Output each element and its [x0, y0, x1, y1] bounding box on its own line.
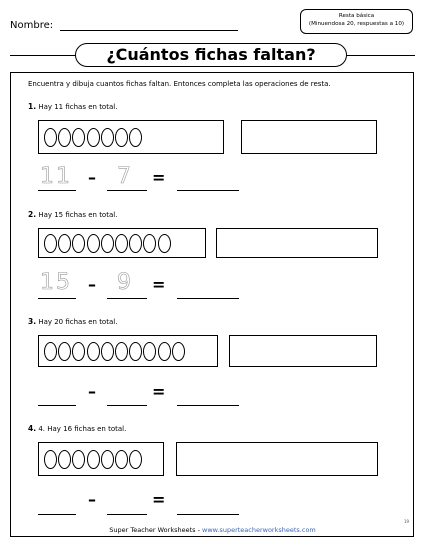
problem-4-prompt [28, 424, 126, 433]
traced-subtrahend-1: 7 [117, 164, 133, 189]
instructions: Encuentra y dibuja cuantos fichas faltan. Entonces completa las operaciones de resta. [28, 80, 331, 88]
equals-sign: = [152, 168, 166, 187]
chip-circle [44, 342, 57, 361]
answer-box-1[interactable] [241, 120, 377, 154]
problem-1-prompt [28, 102, 117, 111]
chip-circle [87, 342, 100, 361]
chip-box-3 [38, 335, 218, 367]
chip-circle [101, 128, 114, 147]
chip-circle [115, 450, 128, 469]
traced-minuend-1: 11 [40, 164, 72, 189]
chip-circle [72, 450, 85, 469]
chip-circle [158, 234, 171, 253]
topic-title: Resta básica [338, 13, 375, 19]
topic-subtitle: (Minuendosa 20, respuestas a 10) [308, 20, 405, 27]
problem-text: 4. Hay 16 fichas en total. [38, 425, 127, 433]
subtrahend-blank-4[interactable] [107, 514, 147, 515]
problem-3-prompt [28, 317, 117, 326]
chip-circle [44, 234, 57, 253]
problem-text: Hay 20 fichas en total. [38, 318, 118, 326]
page-title: ¿Cuántos fichas faltan? [75, 43, 347, 67]
answer-box-3[interactable] [229, 335, 377, 367]
problem-text: Hay 15 fichas en total. [38, 211, 118, 219]
chip-circle [44, 128, 57, 147]
chip-box-2 [38, 228, 206, 258]
name-label: Nombre: [10, 20, 54, 31]
chip-circle [129, 450, 142, 469]
chip-circle [87, 450, 100, 469]
chip-circle [129, 128, 142, 147]
name-line[interactable] [60, 30, 238, 31]
equals-sign: = [152, 490, 166, 509]
chip-circle [115, 342, 128, 361]
chip-circle [58, 342, 71, 361]
traced-minuend-2: 15 [40, 270, 72, 295]
difference-blank-2[interactable] [177, 298, 239, 299]
chip-circle [87, 234, 100, 253]
minus-sign: – [88, 275, 96, 294]
topic-box [300, 9, 413, 34]
page-number: 19 [404, 519, 410, 524]
footer-url[interactable]: www.superteacherworksheets.com [202, 526, 316, 534]
chip-circle [172, 342, 185, 361]
chip-circle [115, 234, 128, 253]
subtrahend-blank-2[interactable] [107, 298, 147, 299]
problem-2-prompt [28, 210, 117, 219]
chip-circle [101, 234, 114, 253]
subtrahend-blank-3[interactable] [107, 405, 147, 406]
minus-sign: – [88, 168, 96, 187]
chip-circle [72, 234, 85, 253]
minus-sign: – [88, 382, 96, 401]
chip-circle [58, 128, 71, 147]
equals-sign: = [152, 382, 166, 401]
chip-box-4 [38, 442, 164, 476]
chip-circle [72, 342, 85, 361]
footer-brand: Super Teacher Worksheets - [109, 526, 203, 534]
minuend-blank-4[interactable] [38, 514, 76, 515]
chip-circle [143, 342, 156, 361]
chip-circle [115, 128, 128, 147]
chip-circle [58, 234, 71, 253]
traced-subtrahend-2: 9 [117, 270, 133, 295]
minus-sign: – [88, 490, 96, 509]
chip-circle [101, 450, 114, 469]
problem-number: 2. [28, 210, 37, 219]
chip-circle [101, 342, 114, 361]
difference-blank-1[interactable] [177, 190, 239, 191]
chip-circle [143, 234, 156, 253]
chip-circle [44, 450, 57, 469]
problem-number: 3. [28, 317, 37, 326]
answer-box-2[interactable] [216, 228, 378, 258]
chip-circle [87, 128, 100, 147]
chip-circle [58, 450, 71, 469]
chip-circle [158, 342, 171, 361]
chip-circle [72, 128, 85, 147]
footer [0, 526, 425, 534]
problem-number: 1. [28, 102, 37, 111]
equals-sign: = [152, 275, 166, 294]
chip-circle [129, 234, 142, 253]
subtrahend-blank-1[interactable] [107, 190, 147, 191]
minuend-blank-2[interactable] [38, 298, 76, 299]
chip-circle [129, 342, 142, 361]
difference-blank-4[interactable] [177, 514, 239, 515]
minuend-blank-3[interactable] [38, 405, 76, 406]
minuend-blank-1[interactable] [38, 190, 76, 191]
problem-number: 4. [28, 424, 37, 433]
chip-box-1 [38, 120, 224, 154]
answer-box-4[interactable] [176, 442, 378, 476]
problem-text: Hay 11 fichas en total. [38, 103, 118, 111]
difference-blank-3[interactable] [177, 405, 239, 406]
